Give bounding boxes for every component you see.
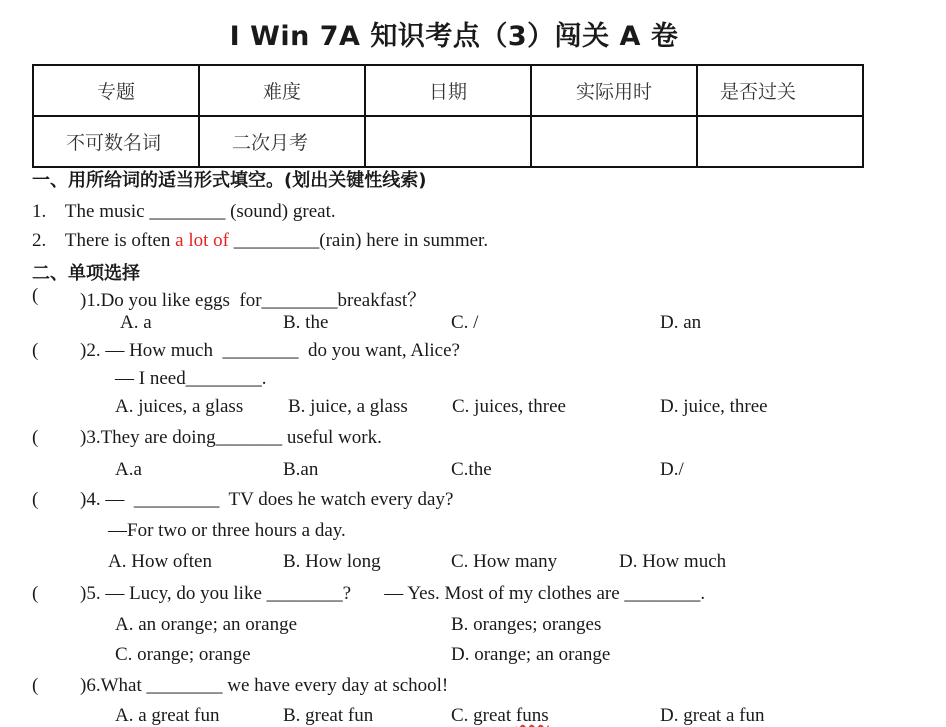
q5-option-c: C. orange; orange [115,644,251,665]
q3-option-d: D./ [660,459,684,480]
q6-option-d: D. great a fun [660,705,765,726]
fill-question-2-post: _________(rain) here in summer. [229,230,489,251]
mc-question-3: )3.They are doing_______ useful work. [80,427,382,448]
header-difficulty: 难度 [199,65,365,116]
answer-paren-4[interactable]: ( [32,489,39,510]
value-date[interactable] [365,116,531,167]
q6-option-a: A. a great fun [115,705,220,726]
q2-option-a: A. juices, a glass [115,396,244,417]
answer-paren-3[interactable]: ( [32,427,39,448]
header-topic: 专题 [33,65,199,116]
q4-option-d: D. How much [619,551,727,572]
q3-option-c: C.the [451,459,492,480]
q4-option-b: B. How long [283,551,381,572]
section2-heading: 二、单项选择 [32,263,140,284]
value-difficulty: 二次月考 [199,116,365,167]
q1-option-a: A. a [120,312,152,333]
fill-question-1: 1. The music ________ (sound) great. [32,201,336,222]
mc-question-1: )1.Do you like eggs for________breakfast？ [80,290,427,311]
answer-paren-5[interactable]: ( [32,583,39,604]
mc-question-2-reply: — I need________. [115,368,267,389]
info-table [32,64,864,168]
q5-option-d: D. orange; an orange [451,644,611,665]
section1-heading: 一、用所给词的适当形式填空。(划出关键性线索) [32,170,427,191]
mc-question-4-reply: —For two or three hours a day. [108,520,346,541]
mc-question-4: )4. — _________ TV does he watch every day? [80,489,454,510]
header-time-used: 实际用时 [531,65,697,116]
clue-highlight: a lot of [175,230,229,251]
q3-option-b: B.an [283,459,319,480]
answer-paren-1[interactable]: ( [32,285,39,306]
mc-question-2: )2. — How much ________ do you want, Alice? [80,340,460,361]
q1-option-d: D. an [660,312,702,333]
q2-option-b: B. juice, a glass [288,396,408,417]
q1-option-c: C. / [451,312,479,333]
q3-option-a: A.a [115,459,142,480]
q5-option-a: A. an orange; an orange [115,614,298,635]
q6-option-c [451,705,549,727]
info-table-header-row [33,65,863,116]
q6-option-b: B. great fun [283,705,374,726]
q5-option-b: B. oranges; oranges [451,614,602,635]
answer-paren-2[interactable]: ( [32,340,39,361]
spellcheck-word: funs [515,705,549,726]
mc-question-5: )5. — Lucy, do you like ________? — Yes. Most of my clothes are ________. [80,583,706,604]
value-topic: 不可数名词 [33,116,199,167]
value-time-used[interactable] [531,116,697,167]
q4-option-a: A. How often [108,551,212,572]
value-passed[interactable] [697,116,863,167]
mc-question-6: )6.What ________ we have every day at school! [80,675,449,696]
q4-option-c: C. How many [451,551,558,572]
q1-option-b: B. the [283,312,329,333]
q6-option-c-text: C. great [451,705,516,726]
fill-question-2-pre: 2. There is often [32,230,176,251]
answer-paren-6[interactable]: ( [32,675,39,696]
fill-question-2 [32,230,488,252]
info-table-value-row [33,116,863,167]
header-date: 日期 [365,65,531,116]
header-passed: 是否过关 [697,65,863,116]
q2-option-d: D. juice, three [660,396,768,417]
q2-option-c: C. juices, three [452,396,566,417]
page-title: I Win 7A 知识考点（3）闯关 A 卷 [229,21,679,52]
